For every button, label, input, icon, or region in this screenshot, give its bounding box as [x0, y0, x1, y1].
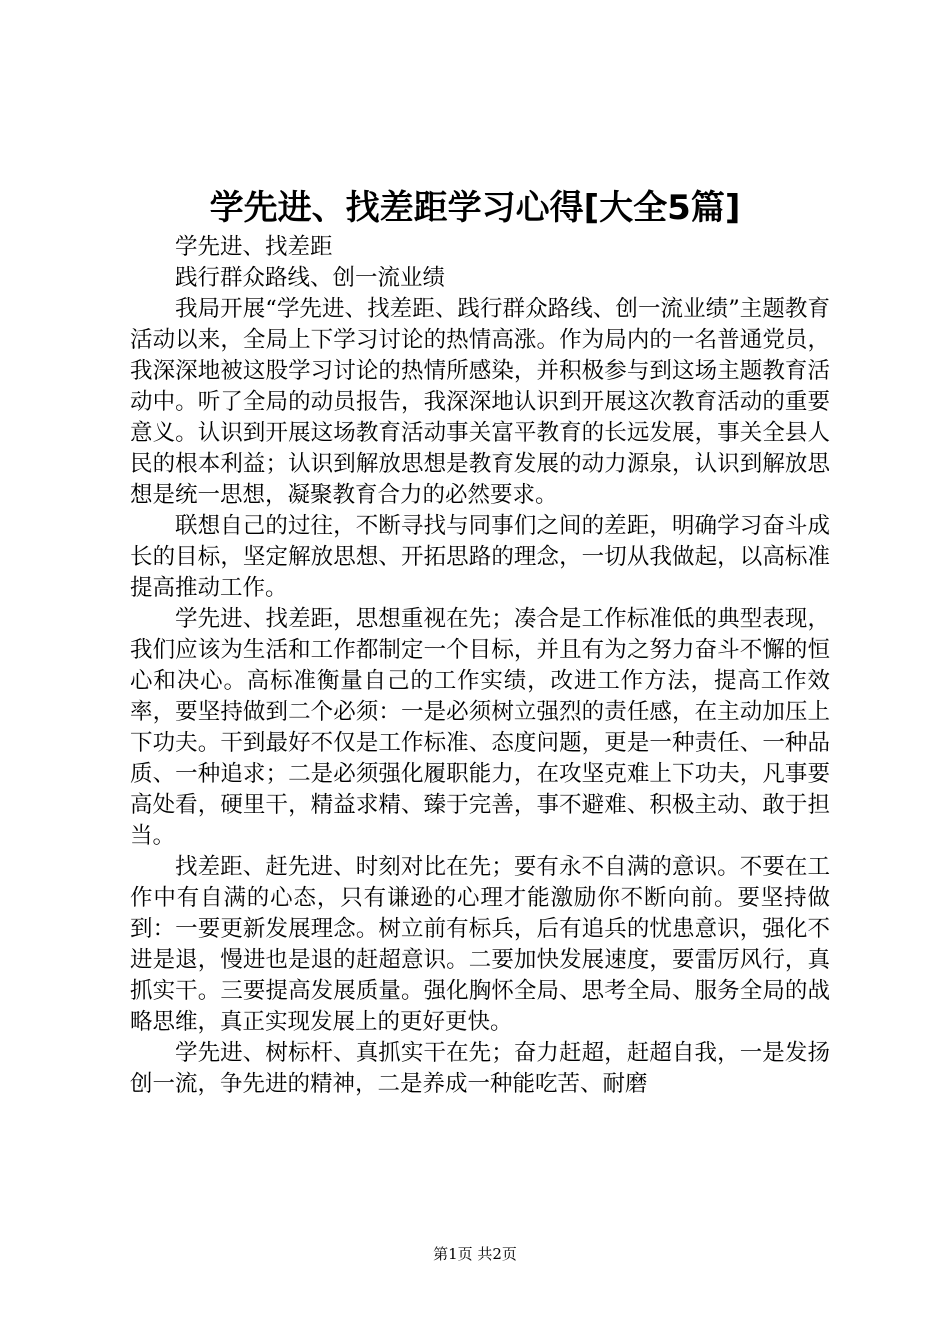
paragraph-2: 联想自己的过往，不断寻找与同事们之间的差距，明确学习奋斗成长的目标，坚定解放思想、开拓思路的理念，一切从我做起，以高标准提高推动工作。	[130, 513, 830, 601]
document-body	[130, 232, 830, 1100]
paragraph-3: 学先进、找差距，思想重视在先；凑合是工作标准低的典型表现，我们应该为生活和工作都制定一个目标，并且有为之努力奋斗不懈的恒心和决心。高标准衡量自己的工作实绩，改进工作方法，提高工作效率，要坚持做到二个必须：一是必须树立强烈的责任感，在主动加压上下功夫。干到最好不仅是工作标准、态度问题，更是一种责任、一种品质、一种追求；二是必须强化履职能力，在攻坚克难上下功夫，凡事要高处看，硬里干，精益求精、臻于完善，事不避难、积极主动、敢于担当。	[130, 606, 830, 849]
document-title: 学先进、找差距学习心得[大全5篇]	[209, 188, 741, 228]
paragraph-4: 找差距、赶先进、时刻对比在先；要有永不自满的意识。不要在工作中有自满的心态，只有谦逊的心理才能激励你不断向前。要坚持做到：一要更新发展理念。树立前有标兵，后有追兵的忧患意识，强化不进是退，慢进也是退的赶超意识。二要加快发展速度，要雷厉风行，真抓实干。三要提高发展质量。强化胸怀全局、思考全局、服务全局的战略思维，真正实现发展上的更好更快。	[130, 854, 830, 1035]
paragraph-1: 我局开展“学先进、找差距、践行群众路线、创一流业绩”主题教育活动以来，全局上下学习讨论的热情高涨。作为局内的一名普通党员，我深深地被这股学习讨论的热情所感染，并积极参与到这场主题教育活动中。听了全局的动员报告，我深深地认识到开展这次教育活动的重要意义。认识到开展这场教育活动事关富平教育的长远发展，事关全县人民的根本利益；认识到解放思想是教育发展的动力源泉，认识到解放思想是统一思想，凝聚教育合力的必然要求。	[130, 296, 830, 508]
subheading-2: 践行群众路线、创一流业绩	[175, 265, 446, 291]
paragraph-5: 学先进、树标杆、真抓实干在先；奋力赶超，赶超自我，一是发扬创一流，争先进的精神，二是养成一种能吃苦、耐磨	[130, 1040, 830, 1097]
subheading-1: 学先进、找差距	[175, 234, 333, 260]
page-number-footer: 第1页 共2页	[433, 1245, 517, 1263]
